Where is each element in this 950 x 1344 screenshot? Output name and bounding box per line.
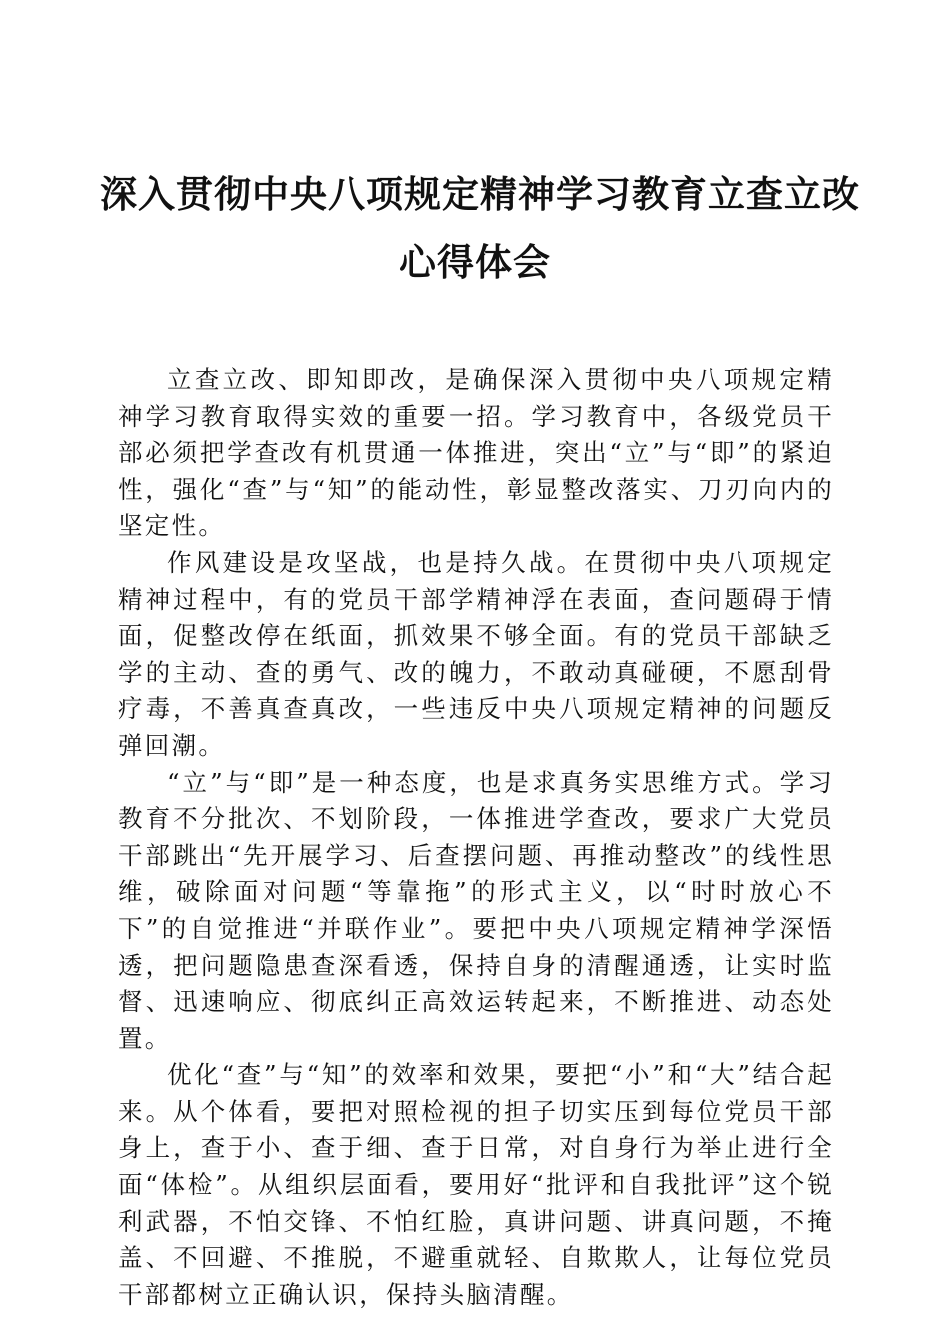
- paragraph-1: 立查立改、即知即改，是确保深入贯彻中央八项规定精神学习教育取得实效的重要一招。学习教育中，各级党员干部必须把学查改有机贯通一体推进，突出“立”与“即”的紧迫性，强化“查”与“知”的能动性，彰显整改落实、刀刃向内的坚定性。: [118, 365, 834, 541]
- document-body: [118, 362, 834, 1313]
- paragraph-4: 优化“查”与“知”的效率和效果，要把“小”和“大”结合起来。从个体看，要把对照检视的担子切实压到每位党员干部身上，查于小、查于细、查于日常，对自身行为举止进行全面“体检”。从组织层面看，要用好“批评和自我批评”这个锐利武器，不怕交锋、不怕红脸，真讲问题、讲真问题，不掩盖、不回避、不推脱，不避重就轻、自欺欺人，让每位党员干部都树立正确认识，保持头脑清醒。: [118, 1060, 834, 1309]
- paragraph-3: “立”与“即”是一种态度，也是求真务实思维方式。学习教育不分批次、不划阶段，一体推进学查改，要求广大党员干部跳出“先开展学习、后查摆问题、再推动整改”的线性思维，破除面对问题“等靠拖”的形式主义，以“时时放心不下”的自觉推进“并联作业”。要把中央八项规定精神学深悟透，把问题隐患查深看透，保持自身的清醒通透，让实时监督、迅速响应、彻底纠正高效运转起来，不断推进、动态处置。: [118, 767, 834, 1053]
- document-title-line-2: 心得体会: [399, 240, 551, 284]
- document-title-line-1: 深入贯彻中央八项规定精神学习教育立查立改: [100, 172, 860, 216]
- paragraph-2: 作风建设是攻坚战，也是持久战。在贯彻中央八项规定精神过程中，有的党员干部学精神浮在表面，查问题碍于情面，促整改停在纸面，抓效果不够全面。有的党员干部缺乏学的主动、查的勇气、改的魄力，不敢动真碰硬，不愿刮骨疗毒，不善真查真改，一些违反中央八项规定精神的问题反弹回潮。: [118, 547, 834, 760]
